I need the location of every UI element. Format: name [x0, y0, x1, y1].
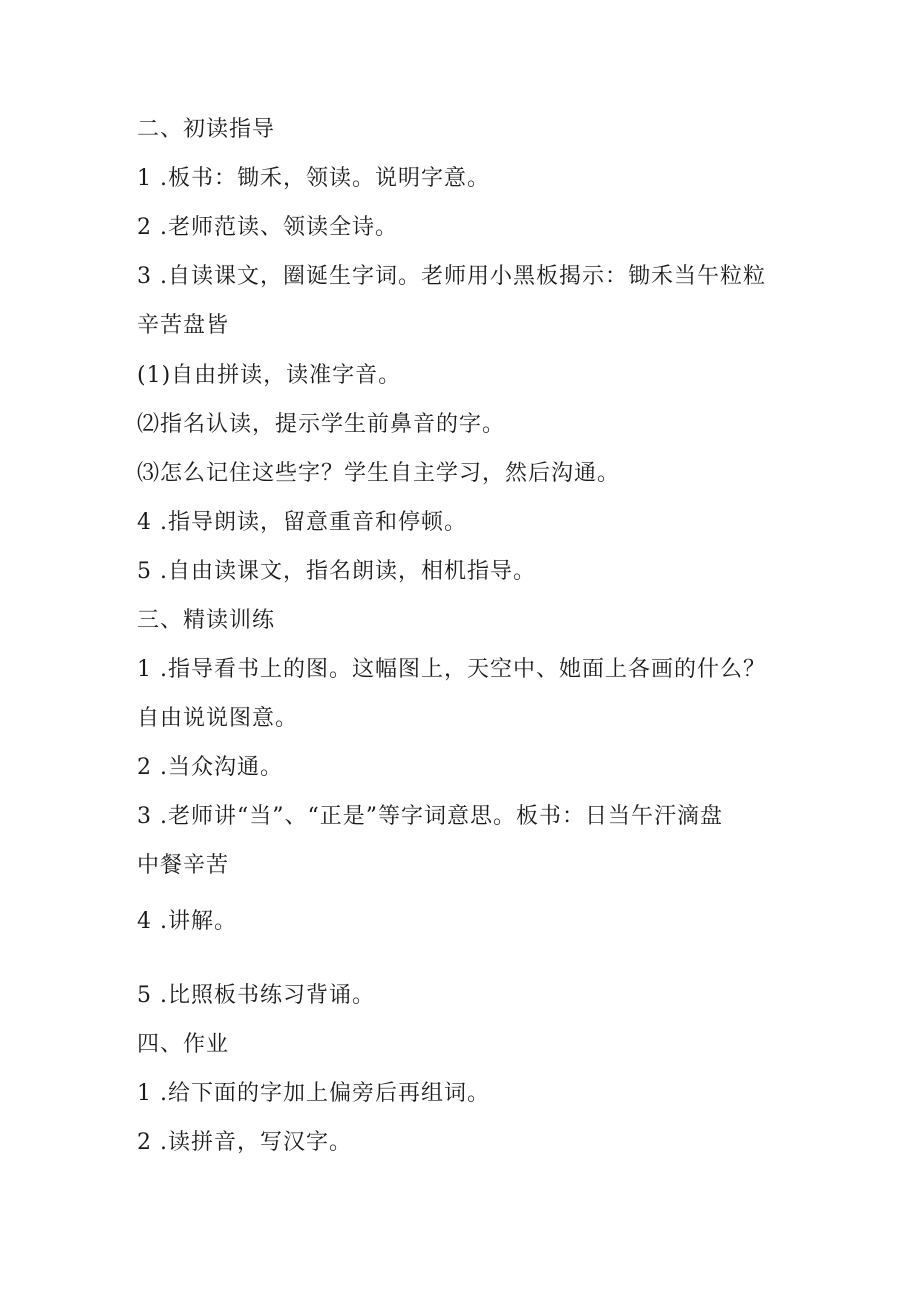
paragraph-item: 2 .老师范读、领读全诗。	[137, 215, 398, 240]
paragraph-continuation: 辛苦盘皆	[137, 313, 230, 338]
paragraph-item: 2 .读拼音，写汉字。	[137, 1130, 352, 1155]
paragraph-item: 4 .指导朗读，留意重音和停顿。	[137, 510, 467, 535]
paragraph-continuation: 中餐辛苦	[137, 853, 230, 878]
paragraph-item: 1 .指导看书上的图。这幅图上，天空中、她面上各画的什么？	[137, 657, 766, 682]
paragraph-item: 2 .当众沟通。	[137, 755, 283, 780]
sub-item: (1)自由拼读，读准字音。	[137, 363, 402, 388]
paragraph-item: 3 .老师讲“当”、“正是”等字词意思。板书：日当午汗滴盘	[137, 804, 723, 829]
paragraph-item: 5 .自由读课文，指名朗读，相机指导。	[137, 559, 536, 584]
paragraph-item: 3 .自读课文，圈诞生字词。老师用小黑板揭示：锄禾当午粒粒	[137, 264, 766, 289]
paragraph-item: 1 .板书：锄禾，领读。说明字意。	[137, 166, 490, 191]
paragraph-item: 4 .讲解。	[137, 909, 237, 934]
sub-item: ⑶怎么记住这些字？学生自主学习，然后沟通。	[137, 461, 621, 486]
paragraph-item: 5 .比照板书练习背诵。	[137, 983, 375, 1008]
paragraph-item: 1 .给下面的字加上偏旁后再组词。	[137, 1081, 490, 1106]
sub-item: ⑵指名认读，提示学生前鼻音的字。	[137, 412, 506, 437]
section-heading-initial-reading: 二、初读指导	[137, 117, 276, 142]
paragraph-continuation: 自由说说图意。	[137, 706, 299, 731]
section-heading-homework: 四、作业	[137, 1032, 230, 1057]
section-heading-intensive-reading: 三、精读训练	[137, 608, 276, 633]
